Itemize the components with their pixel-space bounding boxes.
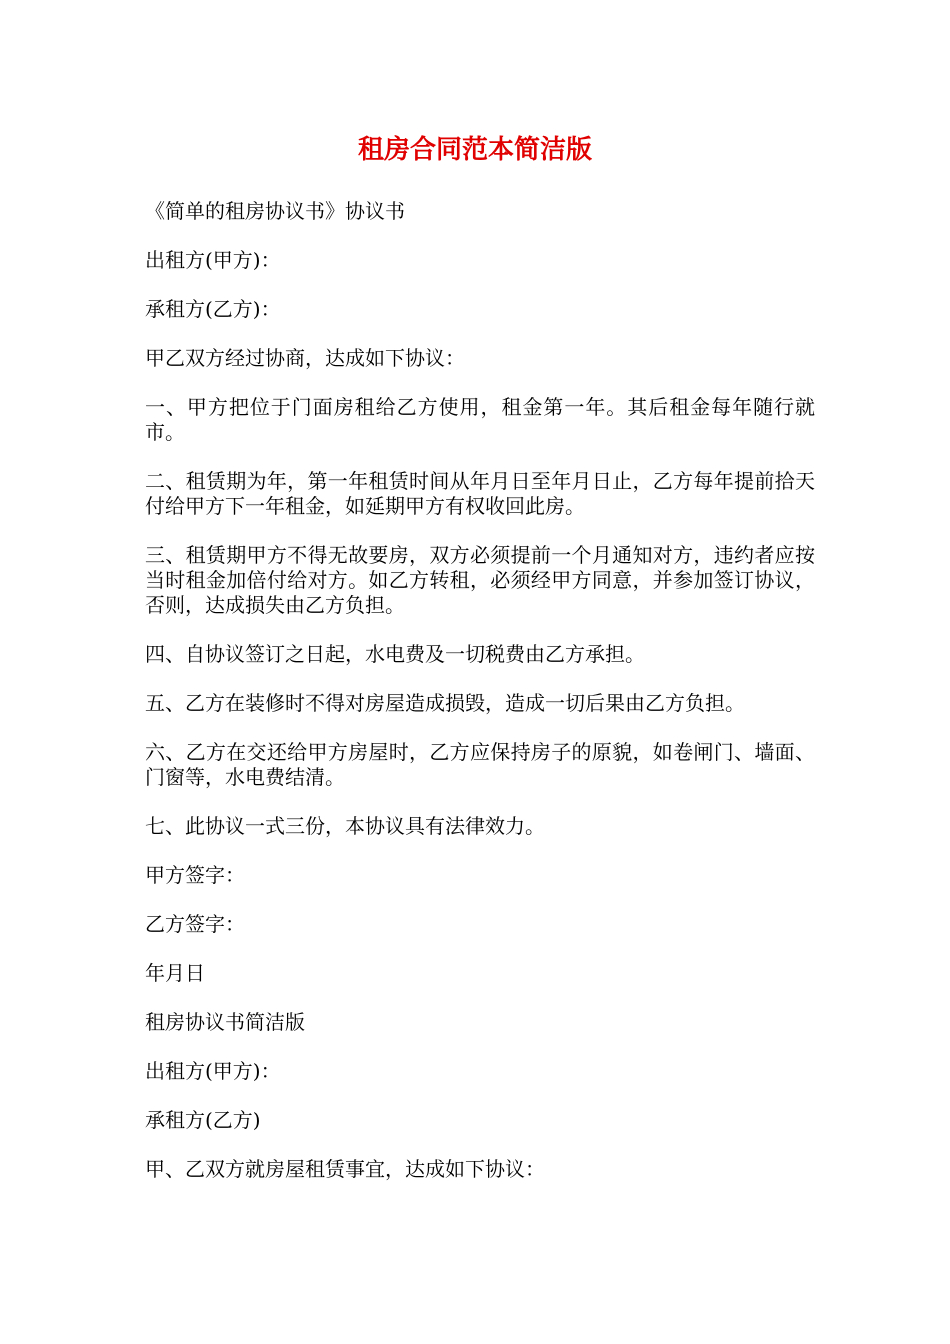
- paragraph-clause-5: 五、乙方在装修时不得对房屋造成损毁，造成一切后果由乙方负担。: [145, 691, 745, 715]
- paragraph-date: 年月日: [145, 961, 205, 985]
- paragraph-lessor-signature: 甲方签字：: [145, 863, 245, 887]
- paragraph-clause-6: 六、乙方在交还给甲方房屋时，乙方应保持房子的原貌，如卷闸门、墙面、门窗等，水电费结清。: [145, 740, 815, 789]
- document-title: 租房合同范本简洁版: [357, 135, 592, 165]
- paragraph-second-lessor: 出租方(甲方)：: [145, 1059, 281, 1083]
- document-body: [145, 195, 815, 1206]
- paragraph-clause-4: 四、自协议签订之日起，水电费及一切税费由乙方承担。: [145, 642, 645, 666]
- paragraph-intro: 甲乙双方经过协商，达成如下协议：: [145, 346, 465, 370]
- paragraph-second-agreement-heading: 租房协议书简洁版: [145, 1010, 305, 1034]
- paragraph-lessee-signature: 乙方签字：: [145, 912, 245, 936]
- paragraph-second-intro: 甲、乙双方就房屋租赁事宜，达成如下协议：: [145, 1157, 545, 1181]
- paragraph-clause-7: 七、此协议一式三份，本协议具有法律效力。: [145, 814, 545, 838]
- paragraph-clause-3: 三、租赁期甲方不得无故要房，双方必须提前一个月通知对方，违约者应按当时租金加倍付给对方。如乙方转租，必须经甲方同意，并参加签订协议，否则，达成损失由乙方负担。: [145, 543, 815, 617]
- paragraph-clause-1: 一、甲方把位于门面房租给乙方使用，租金第一年。其后租金每年随行就市。: [145, 395, 815, 444]
- paragraph-second-lessee: 承租方(乙方): [145, 1108, 261, 1132]
- paragraph-lessor: 出租方(甲方)：: [145, 248, 281, 272]
- paragraph-agreement-heading: 《简单的租房协议书》协议书: [145, 199, 405, 223]
- paragraph-clause-2: 二、租赁期为年，第一年租赁时间从年月日至年月日止，乙方每年提前拾天付给甲方下一年租金，如延期甲方有权收回此房。: [145, 469, 815, 518]
- paragraph-lessee: 承租方(乙方)：: [145, 297, 281, 321]
